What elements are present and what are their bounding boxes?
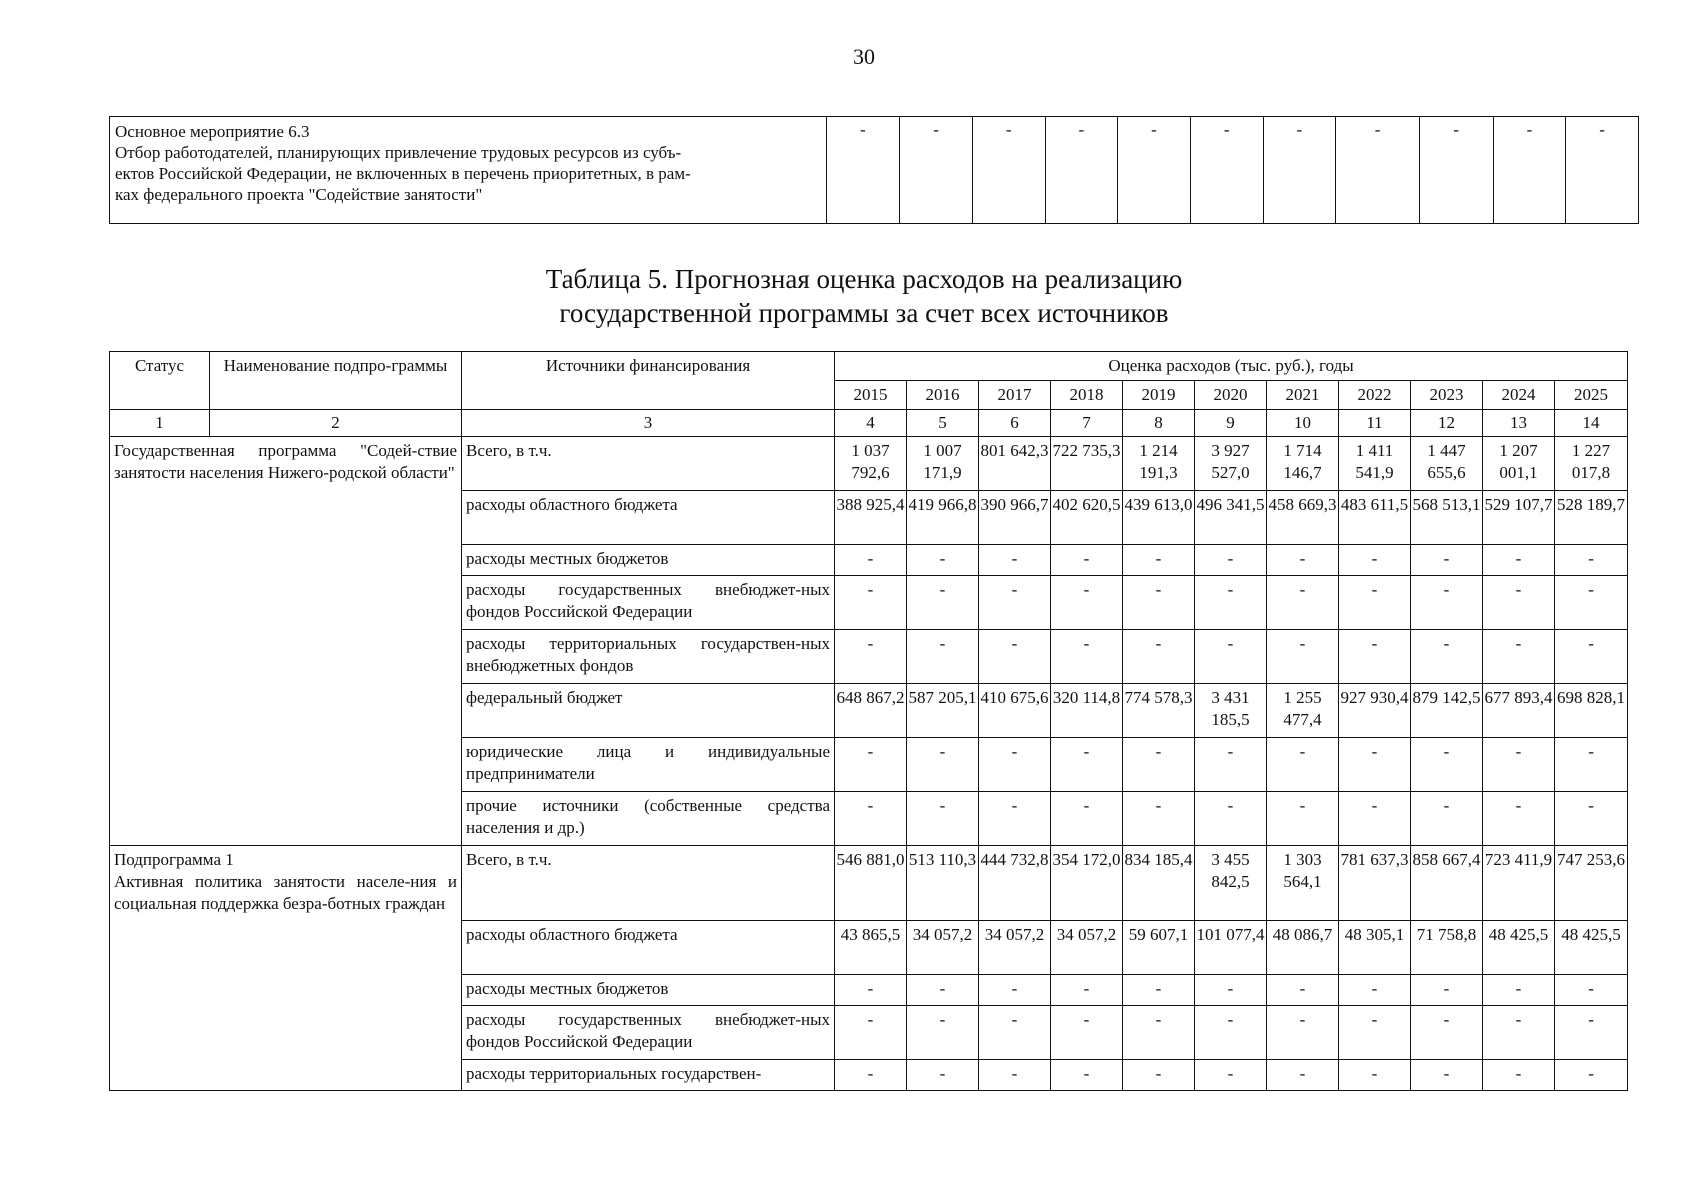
activity-line: Основное мероприятие 6.3: [115, 122, 310, 141]
expense-value: -: [907, 975, 979, 1006]
activity-value: -: [826, 117, 900, 224]
expense-value: -: [1123, 630, 1195, 684]
expense-value: -: [1051, 792, 1123, 846]
expense-value: 513 110,3: [907, 846, 979, 921]
activity-value: -: [1336, 117, 1420, 224]
column-number: 4: [835, 410, 907, 437]
expense-value: 48 425,5: [1483, 921, 1555, 975]
expense-value: -: [1195, 1060, 1267, 1091]
expense-value: -: [979, 630, 1051, 684]
expense-value: -: [1555, 1060, 1628, 1091]
expense-value: -: [907, 738, 979, 792]
expense-value: -: [1339, 576, 1411, 630]
column-number: 7: [1051, 410, 1123, 437]
page-number: 30: [853, 44, 875, 69]
expense-value: 587 205,1: [907, 684, 979, 738]
expense-value: 1 255 477,4: [1267, 684, 1339, 738]
expense-value: -: [1123, 792, 1195, 846]
column-number: 5: [907, 410, 979, 437]
expense-value: -: [1195, 975, 1267, 1006]
activity-line: ках федерального проекта "Содействие занятости": [115, 185, 483, 204]
activity-value: -: [1263, 117, 1336, 224]
expense-value: -: [979, 576, 1051, 630]
expense-value: -: [835, 545, 907, 576]
expense-value: -: [1267, 545, 1339, 576]
expense-value: -: [1555, 545, 1628, 576]
expense-value: -: [835, 975, 907, 1006]
expense-value: -: [1339, 1006, 1411, 1060]
column-number: 10: [1267, 410, 1339, 437]
activity-value: -: [1118, 117, 1191, 224]
funding-source: расходы местных бюджетов: [462, 545, 835, 576]
header-estimate: Оценка расходов (тыс. руб.), годы: [835, 352, 1628, 381]
header-subprogram-name: Наименование подпро-граммы: [210, 352, 462, 410]
expense-value: -: [1339, 1060, 1411, 1091]
activity-value: -: [1493, 117, 1566, 224]
table-body: [110, 437, 1628, 1091]
column-number: 12: [1411, 410, 1483, 437]
expense-value: 48 086,7: [1267, 921, 1339, 975]
expense-value: -: [1051, 738, 1123, 792]
expense-value: -: [1267, 630, 1339, 684]
expense-value: -: [979, 545, 1051, 576]
expense-value: 1 007 171,9: [907, 437, 979, 491]
table-title-line: государственной программы за счет всех источников: [559, 298, 1169, 328]
expense-value: -: [1483, 792, 1555, 846]
expense-value: 528 189,7: [1555, 491, 1628, 545]
expense-value: 388 925,4: [835, 491, 907, 545]
expense-value: -: [835, 1060, 907, 1091]
expense-value: -: [1051, 1060, 1123, 1091]
expense-value: -: [1267, 738, 1339, 792]
expense-value: -: [1123, 1006, 1195, 1060]
expense-value: -: [1123, 545, 1195, 576]
expense-value: -: [1267, 576, 1339, 630]
expense-value: -: [907, 630, 979, 684]
activity-line: Отбор работодателей, планирующих привлечение трудовых ресурсов из субъ-: [115, 143, 682, 162]
column-number: 11: [1339, 410, 1411, 437]
expense-value: -: [1339, 630, 1411, 684]
expense-value: -: [1267, 1006, 1339, 1060]
funding-source: расходы территориальных государствен-: [462, 1060, 835, 1091]
expense-value: -: [907, 1060, 979, 1091]
column-number: 3: [462, 410, 835, 437]
expense-value: -: [1411, 975, 1483, 1006]
expense-value: -: [1555, 975, 1628, 1006]
expense-value: 1 037 792,6: [835, 437, 907, 491]
expense-value: 48 305,1: [1339, 921, 1411, 975]
expense-value: -: [1267, 792, 1339, 846]
header-year: 2015: [835, 381, 907, 410]
expense-value: -: [1483, 1060, 1555, 1091]
expense-value: 402 620,5: [1051, 491, 1123, 545]
expense-value: -: [907, 792, 979, 846]
activity-line: ектов Российской Федерации, не включенных в перечень приоритетных, в рам-: [115, 164, 691, 183]
expense-value: 48 425,5: [1555, 921, 1628, 975]
expense-value: 774 578,3: [1123, 684, 1195, 738]
funding-source: расходы областного бюджета: [462, 921, 835, 975]
expense-value: 927 930,4: [1339, 684, 1411, 738]
expense-value: -: [835, 792, 907, 846]
expense-value: -: [1051, 576, 1123, 630]
program-name: Активная политика занятости населе-ния и социальная поддержка безра-ботных граждан: [114, 872, 457, 913]
expense-value: -: [1411, 738, 1483, 792]
funding-source: расходы государственных внебюджет-ных фондов Российской Федерации: [462, 1006, 835, 1060]
funding-source: расходы местных бюджетов: [462, 975, 835, 1006]
expense-value: -: [1051, 630, 1123, 684]
header-year: 2022: [1339, 381, 1411, 410]
expense-value: -: [1483, 1006, 1555, 1060]
activity-value: -: [1419, 117, 1493, 224]
expense-value: -: [1555, 1006, 1628, 1060]
expense-value: 34 057,2: [979, 921, 1051, 975]
expense-value: -: [1411, 792, 1483, 846]
column-number-row: [110, 410, 1628, 437]
expense-value: -: [1123, 576, 1195, 630]
expense-value: -: [1483, 630, 1555, 684]
expense-value: -: [979, 1060, 1051, 1091]
expense-value: -: [907, 1006, 979, 1060]
funding-source: расходы территориальных государствен-ных внебюджетных фондов: [462, 630, 835, 684]
expense-value: -: [1051, 975, 1123, 1006]
header-year: 2025: [1555, 381, 1628, 410]
expense-value: -: [1339, 792, 1411, 846]
expense-value: 677 893,4: [1483, 684, 1555, 738]
expense-value: -: [1339, 738, 1411, 792]
expense-value: 59 607,1: [1123, 921, 1195, 975]
expense-value: -: [835, 576, 907, 630]
expense-value: -: [1051, 545, 1123, 576]
expense-value: -: [979, 1006, 1051, 1060]
header-status: Статус: [110, 352, 210, 410]
expense-value: -: [1555, 738, 1628, 792]
expense-value: -: [1123, 975, 1195, 1006]
column-number: 6: [979, 410, 1051, 437]
expense-value: 834 185,4: [1123, 846, 1195, 921]
table-title: [0, 262, 1697, 330]
activity-value: -: [1190, 117, 1263, 224]
column-number: 8: [1123, 410, 1195, 437]
column-number: 2: [210, 410, 462, 437]
expense-value: -: [1267, 975, 1339, 1006]
expense-value: 34 057,2: [1051, 921, 1123, 975]
expense-value: -: [835, 1006, 907, 1060]
funding-source: Всего, в т.ч.: [462, 846, 835, 921]
expense-value: 390 966,7: [979, 491, 1051, 545]
expense-value: 698 828,1: [1555, 684, 1628, 738]
expense-value: -: [979, 792, 1051, 846]
expense-value: 1 411 541,9: [1339, 437, 1411, 491]
expense-value: 320 114,8: [1051, 684, 1123, 738]
expense-value: -: [1411, 630, 1483, 684]
expense-value: 3 455 842,5: [1195, 846, 1267, 921]
activity-description: [110, 117, 827, 224]
expense-value: -: [1195, 792, 1267, 846]
expense-value: -: [1195, 576, 1267, 630]
table-header: [110, 352, 1628, 437]
column-number: 13: [1483, 410, 1555, 437]
expense-value: 439 613,0: [1123, 491, 1195, 545]
expense-value: 648 867,2: [835, 684, 907, 738]
table-row: [110, 437, 1628, 491]
expense-value: -: [1483, 975, 1555, 1006]
expense-value: 879 142,5: [1411, 684, 1483, 738]
expense-value: 419 966,8: [907, 491, 979, 545]
expense-value: -: [835, 630, 907, 684]
expense-value: -: [1411, 1060, 1483, 1091]
expense-value: 444 732,8: [979, 846, 1051, 921]
expense-value: 34 057,2: [907, 921, 979, 975]
expense-table: [109, 351, 1628, 1091]
expense-value: -: [1339, 975, 1411, 1006]
header-year: 2017: [979, 381, 1051, 410]
expense-value: -: [1339, 545, 1411, 576]
expense-value: -: [1411, 1006, 1483, 1060]
expense-value: 483 611,5: [1339, 491, 1411, 545]
header-year: 2016: [907, 381, 979, 410]
header-year: 2018: [1051, 381, 1123, 410]
column-number: 14: [1555, 410, 1628, 437]
header-year: 2019: [1123, 381, 1195, 410]
expense-value: 1 207 001,1: [1483, 437, 1555, 491]
program-status: Государственная программа "Содей-ствие занятости населения Нижего-родской области": [114, 441, 457, 482]
column-number: 1: [110, 410, 210, 437]
expense-value: -: [907, 545, 979, 576]
expense-value: 1 303 564,1: [1267, 846, 1339, 921]
activity-value: -: [1566, 117, 1639, 224]
expense-value: 71 758,8: [1411, 921, 1483, 975]
expense-value: 3 431 185,5: [1195, 684, 1267, 738]
funding-source: юридические лица и индивидуальные предприниматели: [462, 738, 835, 792]
expense-value: -: [1267, 1060, 1339, 1091]
expense-value: -: [1123, 738, 1195, 792]
expense-value: 722 735,3: [1051, 437, 1123, 491]
expense-value: 1 227 017,8: [1555, 437, 1628, 491]
expense-value: 781 637,3: [1339, 846, 1411, 921]
program-cell: [110, 846, 462, 1091]
expense-value: 1 214 191,3: [1123, 437, 1195, 491]
expense-value: -: [1195, 545, 1267, 576]
expense-value: -: [1483, 576, 1555, 630]
expense-value: -: [979, 975, 1051, 1006]
activity-value: -: [1045, 117, 1118, 224]
expense-value: -: [1555, 576, 1628, 630]
expense-value: 1 447 655,6: [1411, 437, 1483, 491]
expense-value: 858 667,4: [1411, 846, 1483, 921]
funding-source: расходы областного бюджета: [462, 491, 835, 545]
expense-value: 354 172,0: [1051, 846, 1123, 921]
expense-value: -: [1195, 630, 1267, 684]
header-sources: Источники финансирования: [462, 352, 835, 410]
expense-value: -: [1411, 545, 1483, 576]
expense-value: 1 714 146,7: [1267, 437, 1339, 491]
expense-value: 410 675,6: [979, 684, 1051, 738]
expense-value: -: [1483, 545, 1555, 576]
table-row: [110, 846, 1628, 921]
activity-value: -: [972, 117, 1045, 224]
program-status: Подпрограмма 1: [114, 850, 234, 869]
program-cell: [110, 437, 462, 846]
expense-value: 568 513,1: [1411, 491, 1483, 545]
expense-value: 3 927 527,0: [1195, 437, 1267, 491]
funding-source: федеральный бюджет: [462, 684, 835, 738]
header-year: 2024: [1483, 381, 1555, 410]
expense-value: 529 107,7: [1483, 491, 1555, 545]
funding-source: расходы государственных внебюджет-ных фондов Российской Федерации: [462, 576, 835, 630]
funding-source: Всего, в т.ч.: [462, 437, 835, 491]
top-table: [109, 116, 1639, 224]
funding-source: прочие источники (собственные средства населения и др.): [462, 792, 835, 846]
expense-value: 458 669,3: [1267, 491, 1339, 545]
expense-value: 43 865,5: [835, 921, 907, 975]
expense-value: -: [1555, 792, 1628, 846]
expense-value: -: [1051, 1006, 1123, 1060]
header-year: 2023: [1411, 381, 1483, 410]
expense-value: 546 881,0: [835, 846, 907, 921]
expense-value: -: [1123, 1060, 1195, 1091]
activity-value: -: [900, 117, 973, 224]
table-title-line: Таблица 5. Прогнозная оценка расходов на реализацию: [545, 264, 1183, 294]
expense-value: 101 077,4: [1195, 921, 1267, 975]
expense-value: -: [1555, 630, 1628, 684]
expense-value: -: [979, 738, 1051, 792]
expense-value: -: [835, 738, 907, 792]
expense-value: -: [1483, 738, 1555, 792]
expense-value: -: [1195, 1006, 1267, 1060]
top-table-row: [110, 117, 1639, 224]
header-year: 2021: [1267, 381, 1339, 410]
header-year: 2020: [1195, 381, 1267, 410]
expense-value: 747 253,6: [1555, 846, 1628, 921]
expense-value: -: [1411, 576, 1483, 630]
expense-value: 801 642,3: [979, 437, 1051, 491]
column-number: 9: [1195, 410, 1267, 437]
expense-value: 496 341,5: [1195, 491, 1267, 545]
expense-value: -: [907, 576, 979, 630]
expense-value: -: [1195, 738, 1267, 792]
expense-value: 723 411,9: [1483, 846, 1555, 921]
